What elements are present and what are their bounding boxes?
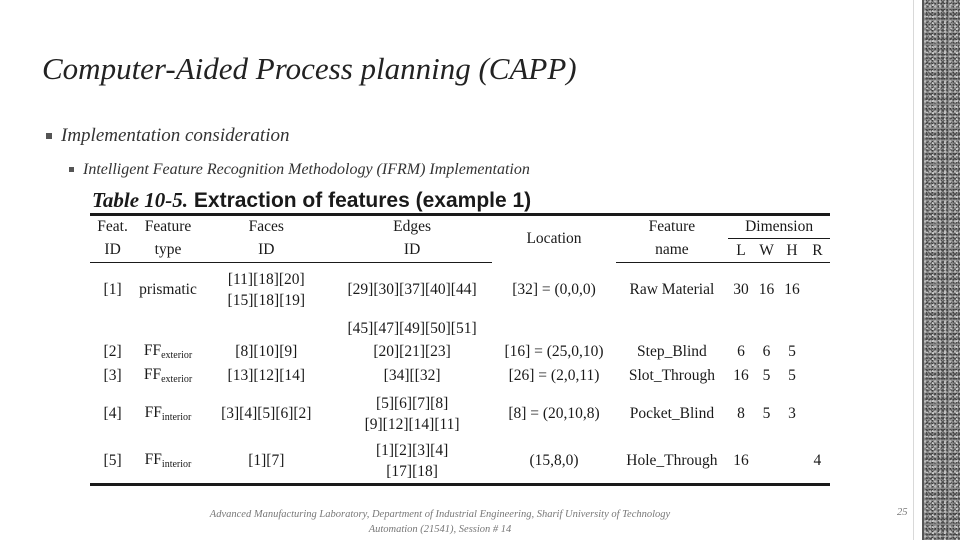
header-feature-name: Feature — [616, 215, 729, 239]
cell-dim-w — [754, 317, 780, 341]
feature-extraction-table — [90, 213, 830, 486]
cell-dim-l: 8 — [737, 404, 745, 422]
cell-feat-id: [3] — [103, 366, 122, 384]
cell-feat-id: [2] — [103, 342, 122, 360]
header-dim-l: L — [728, 239, 754, 263]
cell-dim-r — [805, 263, 830, 317]
cell-edges: [29][30][37][40][44] — [347, 280, 477, 298]
header-faces-id-2: ID — [201, 239, 332, 263]
header-location: Location — [492, 215, 615, 263]
cell-edges-line: [5][6][7][8] — [375, 394, 449, 412]
feature-type-base: FF — [143, 342, 162, 359]
bullet-text: Intelligent Feature Recognition Methodology (IFRM) Implementation — [83, 161, 530, 178]
feature-type-subscript: exterior — [161, 350, 193, 361]
cell-dim-w: 16 — [758, 280, 775, 298]
cell-faces: [13][12][14] — [227, 366, 306, 384]
decorative-divider — [913, 0, 914, 540]
cell-faces-line: [11][18][20] — [227, 270, 305, 288]
cell-faces: [3][4][5][6][2] — [221, 404, 312, 422]
header-dim-h: H — [779, 239, 805, 263]
cell-feature-type — [135, 389, 201, 439]
cell-feat-id: [5] — [90, 439, 135, 485]
cell-dim-r — [805, 317, 830, 341]
table-header-row — [90, 215, 830, 239]
cell-dim-l: 16 — [733, 366, 749, 384]
cell-edges-line: [9][12][14][11] — [364, 415, 460, 433]
page-number: 25 — [897, 507, 908, 518]
table-row — [90, 317, 830, 341]
cell-faces-line: [15][18][19] — [227, 291, 306, 309]
feature-type-subscript: interior — [161, 459, 192, 471]
header-feature-type-2: type — [135, 239, 201, 263]
cell-feature-name: Step_Blind — [637, 342, 707, 360]
cell-faces: [8][10][9] — [235, 342, 298, 360]
cell-dim-h: 16 — [784, 280, 800, 298]
feature-type-base: FF — [143, 366, 162, 383]
header-faces-id: Faces — [201, 215, 332, 239]
table-caption-label: Table 10-5. — [92, 188, 189, 212]
cell-dim-l — [728, 317, 754, 341]
feature-type-base: FF — [144, 451, 162, 469]
table-subheader-row — [90, 239, 830, 263]
cell-feature-name: Raw Material — [629, 280, 715, 298]
header-dim-w: W — [754, 239, 780, 263]
cell-dim-r — [805, 341, 830, 363]
cell-location: [16] = (25,0,10) — [504, 342, 604, 360]
cell-dim-h: 5 — [788, 366, 796, 384]
square-bullet-icon — [46, 133, 52, 139]
cell-faces — [201, 263, 332, 317]
decorative-side-strip — [922, 0, 960, 540]
feature-type-base: FF — [144, 404, 162, 421]
cell-dim-w: 5 — [762, 404, 771, 422]
square-bullet-icon — [69, 167, 74, 172]
header-feature-type: Feature — [135, 215, 201, 239]
header-feature-name-2: name — [616, 239, 729, 263]
header-edges-id-2: ID — [332, 239, 493, 263]
slide-footer — [190, 507, 690, 537]
table-row — [90, 363, 830, 389]
cell-feature-name: Pocket_Blind — [629, 404, 715, 422]
cell-feature-name: Slot_Through — [628, 366, 715, 384]
cell-edges: [45][47][49][50][51] — [347, 319, 477, 337]
cell-feature-type — [135, 317, 201, 341]
cell-dim-w — [754, 439, 780, 485]
cell-dim-l: 16 — [728, 439, 754, 485]
cell-location — [492, 317, 615, 341]
table-caption-text: Extraction of features (example 1) — [193, 189, 532, 212]
cell-dim-l: 30 — [733, 280, 749, 298]
table-row — [90, 263, 830, 317]
cell-location: (15,8,0) — [492, 439, 615, 485]
slide-title: Computer-Aided Process planning (CAPP) — [42, 51, 577, 86]
cell-feature-name: Hole_Through — [616, 439, 729, 485]
cell-edges — [332, 439, 493, 485]
cell-dim-l: 6 — [737, 342, 745, 360]
cell-faces: [1][7] — [201, 439, 332, 485]
cell-location: [8] = (20,10,8) — [508, 404, 600, 422]
cell-edges: [34][[32] — [383, 366, 441, 384]
cell-location: [26] = (2,0,11) — [508, 366, 600, 384]
cell-feature-type — [135, 439, 201, 485]
bullet-level-1 — [46, 125, 290, 147]
cell-dim-w: 5 — [762, 366, 771, 384]
cell-dim-h — [779, 317, 805, 341]
header-feat-id: Feat. — [90, 215, 135, 239]
header-dimension: Dimension — [728, 215, 830, 239]
cell-dim-h: 5 — [788, 342, 796, 360]
cell-feature-type: prismatic — [139, 280, 197, 298]
table-row — [90, 389, 830, 439]
cell-dim-w: 6 — [762, 342, 771, 360]
bullet-text: Implementation consideration — [61, 125, 290, 146]
footer-line: Advanced Manufacturing Laboratory, Department of Industrial Engineering, Sharif University of Technology — [209, 509, 671, 520]
cell-feature-type — [135, 341, 201, 363]
cell-dim-h: 3 — [788, 404, 796, 422]
feature-table-figure — [90, 188, 832, 500]
header-dim-r: R — [805, 239, 830, 263]
cell-edges — [332, 389, 493, 439]
table-caption — [92, 188, 531, 213]
cell-feature-type — [135, 363, 201, 389]
cell-location: [32] = (0,0,0) — [512, 280, 596, 298]
feature-type-subscript: exterior — [161, 374, 193, 385]
cell-edges-line: [1][2][3][4] — [375, 441, 449, 459]
header-edges-id: Edges — [332, 215, 493, 239]
header-feat-id-2: ID — [90, 239, 135, 263]
table-row — [90, 439, 830, 485]
cell-dim-r — [805, 363, 830, 389]
cell-feat-id — [90, 317, 135, 341]
footer-line: Automation (21541), Session # 14 — [368, 524, 512, 535]
feature-type-subscript: interior — [161, 412, 192, 423]
cell-feat-id: [1] — [103, 280, 122, 298]
table-row — [90, 341, 830, 363]
cell-dim-r: 4 — [805, 439, 830, 485]
cell-edges: [20][21][23] — [373, 342, 451, 360]
cell-feature-name — [616, 317, 729, 341]
cell-faces — [201, 317, 332, 341]
cell-dim-r — [805, 389, 830, 439]
bullet-level-2 — [69, 161, 530, 179]
cell-feat-id: [4] — [103, 404, 122, 422]
cell-dim-h — [779, 439, 805, 485]
cell-edges-line: [17][18] — [386, 462, 438, 480]
